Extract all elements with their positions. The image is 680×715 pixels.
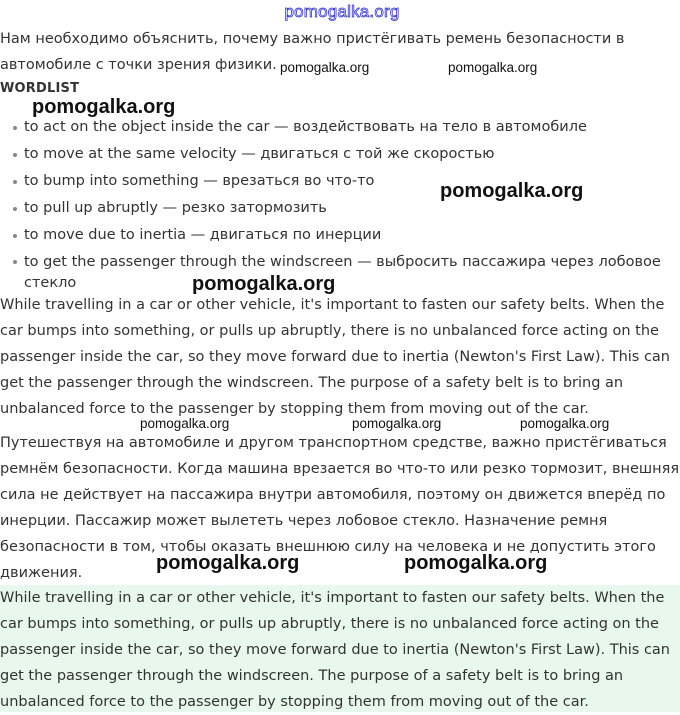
wordlist-item-text: to act on the object inside the car — воздействовать на тело в автомобиле (24, 119, 587, 135)
watermark: pomogalka.org (192, 273, 336, 295)
bullet-icon (13, 207, 17, 211)
bullet-icon (13, 234, 17, 238)
watermark: pomogalka.org (448, 60, 538, 75)
wordlist-item-text: to move at the same velocity — двигаться с той же скоростью (24, 146, 495, 162)
watermark: pomogalka.org (140, 416, 230, 431)
wordlist-item (0, 114, 680, 141)
watermark: pomogalka.org (280, 60, 370, 75)
watermark: pomogalka.org (156, 552, 300, 574)
bullet-icon (13, 153, 17, 157)
watermark: pomogalka.org (32, 96, 176, 118)
wordlist-item-text: to bump into something — врезаться во что-то (24, 173, 375, 189)
watermark: pomogalka.org (520, 416, 610, 431)
wordlist-item (0, 249, 680, 294)
wordlist-item-text: to get the passenger through the windscreen — выбросить пассажира через лобовое стекло (24, 254, 661, 291)
site-header-logo[interactable]: pomogalka.org (284, 2, 400, 21)
watermark: pomogalka.org (352, 416, 442, 431)
bullet-icon (13, 126, 17, 130)
wordlist-heading: WORDLIST (0, 81, 80, 96)
english-explanation: While travelling in a car or other vehicle, it's important to fasten our safety belts. When the car bumps into something, or pulls up abruptly, there is no unbalanced force acting on the passenger inside the car, so they move forward due to inertia (Newton's First Law). This can get the passenger through the windscreen. The purpose of a safety belt is to bring an unbalanced force to the passenger by stopping them from moving out of the car. (0, 297, 671, 417)
bullet-icon (13, 260, 17, 264)
wordlist-item (0, 222, 680, 249)
watermark: pomogalka.org (404, 552, 548, 574)
wordlist-item-text: to pull up abruptly — резко затормозить (24, 200, 327, 216)
wordlist-item (0, 141, 680, 168)
russian-translation: Путешествуя на автомобиле и другом транспортном средстве, важно пристёгиваться ремнём безопасности. Когда машина врезается во что-то или резко тормозит, внешняя сила не действует на пассажира внутри автомобиля, поэтому он движется вперёд по инерции. Пассажир может вылететь через лобовое стекло. Назначение ремня безопасности в том, чтобы оказать внешнюю силу на человека и не допустить этого движения. (0, 435, 680, 581)
wordlist-item-text: to move due to inertia — двигаться по инерции (24, 227, 382, 243)
bullet-icon (13, 180, 17, 184)
watermark: pomogalka.org (440, 180, 584, 202)
task-text: Нам необходимо объяснить, почему важно пристёгивать ремень безопасности в автомобиле с точки зрения физики. (0, 31, 625, 73)
answer-highlight: While travelling in a car or other vehicle, it's important to fasten our safety belts. When the car bumps into something, or pulls up abruptly, there is no unbalanced force acting on the passenger inside the car, so they move forward due to inertia (Newton's First Law). This can get the passenger through the windscreen. The purpose of a safety belt is to bring an unbalanced force to the passenger by stopping them from moving out of the car. (0, 585, 680, 712)
wordlist (0, 114, 680, 294)
